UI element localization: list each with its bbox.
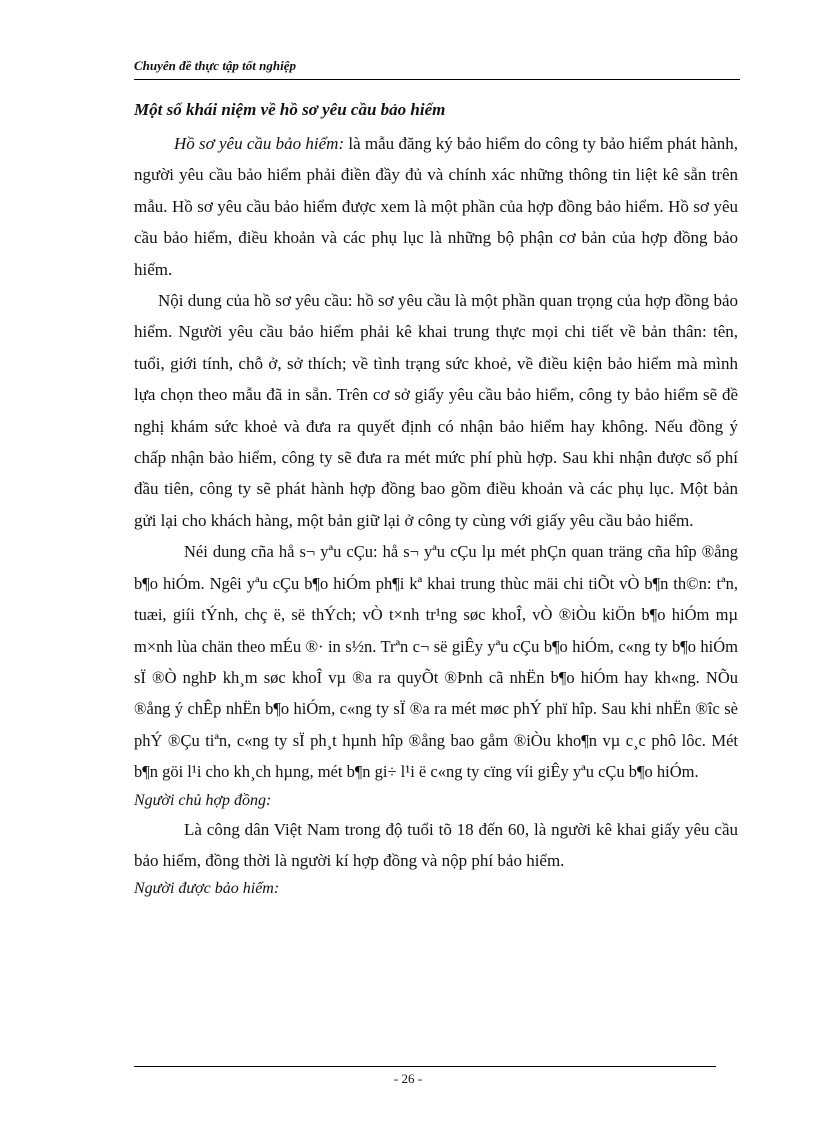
section-title: Một số khái niệm về hồ sơ yêu cầu bảo hiểm (134, 100, 446, 119)
paragraph-definition (134, 128, 738, 285)
paragraph-policy-holder: Là công dân Việt Nam trong độ tuổi tõ 18 đến 60, là người kê khai giấy yêu cầu bảo hiểm, đồng thời là người kí hợp đồng và nộp phí bảo hiểm. (134, 819, 738, 870)
footer-divider (134, 1066, 716, 1067)
page-number: - 26 - (393, 1071, 423, 1086)
term-policy-holder: Người chủ hợp đồng: (134, 791, 272, 809)
document-body (134, 90, 738, 902)
header-title: Chuyên đề thực tập tốt nghiệp (134, 58, 296, 73)
page-header (134, 57, 740, 80)
definition-term: Hồ sơ yêu cầu bảo hiểm: (174, 134, 345, 153)
term-insured-person: Người được bảo hiểm: (134, 880, 280, 898)
paragraph-content: Nội dung của hồ sơ yêu cầu: hồ sơ yêu cầu là một phần quan trọng của hợp đồng bảo hiểm. Người yêu cầu bảo hiểm phải kê khai trung thực mọi chi tiết về bản thân: tên, tuổi, giới tính, chỗ ở, sở thích; về tình trạng sức khoẻ, về điều kiện bảo hiểm mà mình lựa chọn theo mẫu đã in sẵn. Trên cơ sở giấy yêu cầu bảo hiểm, công ty bảo hiểm sẽ đề nghị khám sức khoẻ và đưa ra quyết định có nhận bảo hiểm hay không. Nếu đồng ý chấp nhận bảo hiểm, công ty sẽ đưa ra mét mức phí phù hợp. Sau khi nhận được số phí đầu tiên, công ty sẽ phát hành hợp đồng bao gồm điều khoản và các phụ lục. Một bản gửi lại cho khách hàng, một bản giữ lại ở công ty cùng với giấy yêu cầu bảo hiểm. (134, 291, 738, 530)
definition-body: là mẫu đăng ký bảo hiểm do công ty bảo hiểm phát hành, người yêu cầu bảo hiểm phải điền đầy đủ và chính xác những thông tin liệt kê sẵn trên mẫu. Hồ sơ yêu cầu bảo hiểm được xem là một phần của hợp đồng bảo hiểm. Hồ sơ yêu cầu bảo hiểm, điều khoản và các phụ lục là những bộ phận cơ bản của hợp đồng bảo hiểm. (134, 134, 738, 279)
paragraph-legacy-encoding: Néi dung cña hå s¬ yªu cÇu: hå s¬ yªu cÇu lµ mét phÇn quan träng cña hîp ®ång b¶o hiÓm. Ngêi yªu cÇu b¶o hiÓm ph¶i kª khai trung thùc mäi chi tiÕt vÒ b¶n th©n: tªn, tuæi, giíi tÝnh, chç ë, së thÝch; vÒ t×nh tr¹ng søc khoÎ, vÒ ®iÒu kiÖn b¶o hiÓm mµ m×nh lùa chän theo mÉu ®· in s½n. Trªn c¬ së giÊy yªu cÇu b¶o hiÓm, c«ng ty b¶o hiÓm sÏ ®Ò nghÞ kh¸m søc khoÎ vµ ®a ra quyÕt ®Þnh cã nhËn b¶o hiÓm hay kh«ng. NÕu ®ång ý chÊp nhËn b¶o hiÓm, c«ng ty sÏ ®a ra mét møc phÝ phï hîp. Sau khi nhËn ®îc sè phÝ ®Çu tiªn, c«ng ty sÏ ph¸t hµnh hîp ®ång bao gåm ®iÒu kho¶n vµ c¸c phô lôc. Mét b¶n göi l¹i cho kh¸ch hµng, mét b¶n gi÷ l¹i ë c«ng ty cïng víi giÊy yªu cÇu b¶o hiÓm. (134, 542, 738, 782)
